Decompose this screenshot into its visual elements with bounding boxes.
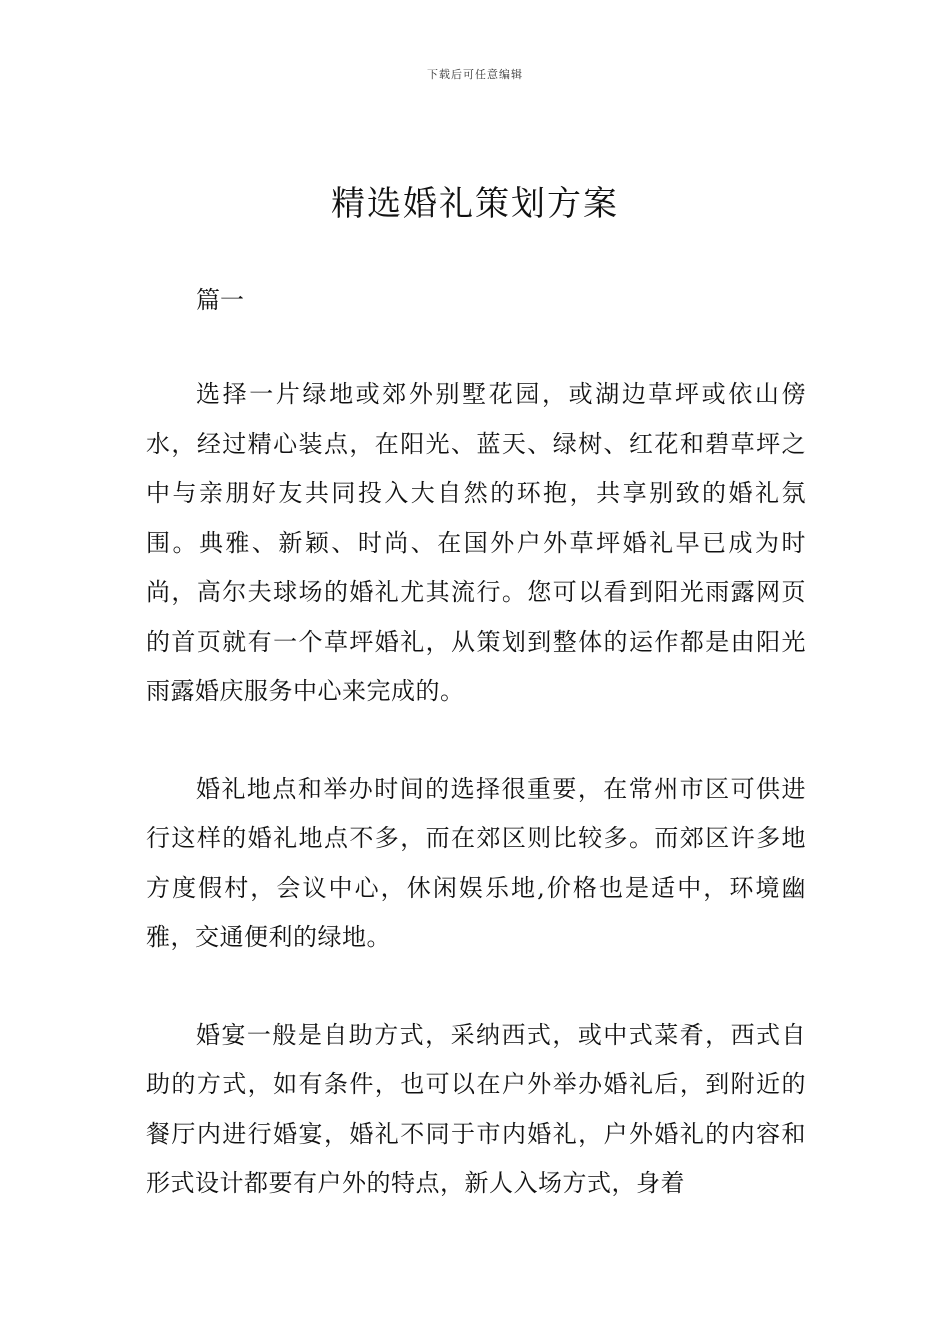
paragraph-1: 选择一片绿地或郊外别墅花园，或湖边草坪或依山傍水，经过精心装点，在阳光、蓝天、绿树、红花和碧草坪之中与亲朋好友共同投入大自然的环抱，共享别致的婚礼氛围。典雅、新颖、时尚、在国外户外草坪婚礼早已成为时尚，高尔夫球场的婚礼尤其流行。您可以看到阳光雨露网页的首页就有一个草坪婚礼，从策划到整体的运作都是由阳光雨露婚庆服务中心来完成的。 xyxy=(146,380,806,705)
section-label: 篇一 xyxy=(196,286,244,314)
document-body xyxy=(146,280,806,1257)
header-note: 下载后可任意编辑 xyxy=(427,68,523,81)
paragraph-3: 婚宴一般是自助方式，采纳西式，或中式菜肴，西式自助的方式，如有条件，也可以在户外举办婚礼后，到附近的餐厅内进行婚宴，婚礼不同于市内婚礼，户外婚礼的内容和形式设计都要有户外的特点，新人入场方式，身着 xyxy=(146,1020,806,1197)
document-title: 精选婚礼策划方案 xyxy=(331,184,619,224)
paragraph-2: 婚礼地点和举办时间的选择很重要，在常州市区可供进行这样的婚礼地点不多，而在郊区则比较多。而郊区许多地方度假村，会议中心，休闲娱乐地,价格也是适中，环境幽雅，交通便利的绿地。 xyxy=(146,774,806,951)
